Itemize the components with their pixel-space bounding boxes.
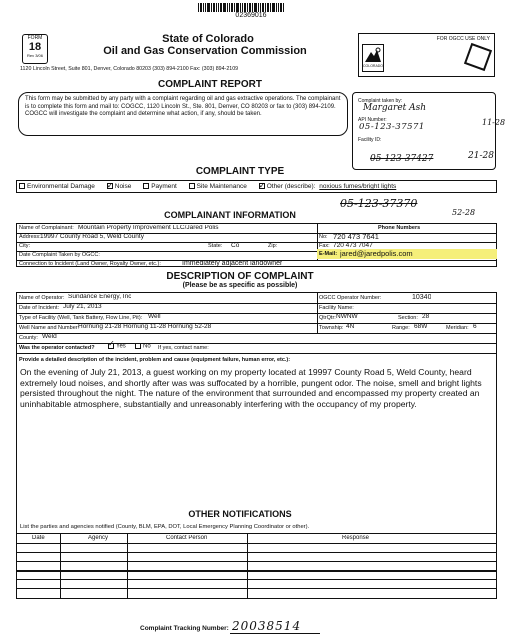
checkbox-payment[interactable] xyxy=(143,183,149,189)
contacted-yes[interactable] xyxy=(108,343,126,351)
handwritten-api-2-side: 52-28 xyxy=(452,208,476,217)
county-value[interactable]: Weld xyxy=(42,334,57,340)
qtrqtr-value[interactable]: NWNW xyxy=(336,314,358,320)
seal-icon xyxy=(464,43,492,71)
description-text[interactable]: On the evening of July 21, 2013, a guest working on my property located at 19997 County Road 5, Weld County, heard extremely loud noises, and shortly after was was suffocated by a horrible, pungent odor. The noise, smell and bright lights persisted throughout the night. The nature of the environment that surrounded and encompassed my property created an uninhabitable atmosphere, substantially and unreasonably interfering with the occupancy of my property. xyxy=(20,367,482,409)
type-environmental-label: Environmental Damage xyxy=(27,183,95,190)
section-value[interactable]: 28 xyxy=(422,314,430,320)
qtrqtr-label: QtrQtr: xyxy=(319,315,336,321)
well-label: Well Name and Number: xyxy=(19,325,80,331)
handwritten-api-1-side: 21-28 xyxy=(468,151,494,161)
type-site-maintenance-label: Site Maintenance xyxy=(196,183,247,190)
contacted-yes-label: Yes xyxy=(116,343,126,350)
type-site-maintenance[interactable] xyxy=(189,183,247,190)
type-noise[interactable] xyxy=(107,183,132,190)
checkbox-contacted-yes[interactable] xyxy=(108,343,114,349)
col-agency: Agency xyxy=(88,535,109,541)
phone-numbers-header: Phone Numbers xyxy=(378,225,421,231)
phone-no-label: No: xyxy=(319,234,328,240)
date-taken-label: Date Complaint Taken by OGCC: xyxy=(19,252,100,258)
logo-icon xyxy=(363,46,383,64)
facility-id-label: Facility ID: xyxy=(358,137,382,143)
type-environmental[interactable] xyxy=(19,183,95,190)
range-value[interactable]: 68W xyxy=(414,324,428,330)
form-rev: Rev 3/06 xyxy=(26,53,43,58)
notifications-title: OTHER NOTIFICATIONS xyxy=(188,509,292,519)
zip-label: Zip: xyxy=(268,243,278,249)
contacted-no[interactable] xyxy=(135,343,151,351)
operator-value[interactable]: Sundance Energy, Inc xyxy=(68,294,132,300)
description-subtitle: (Please be as specific as possible) xyxy=(182,282,298,289)
header-title-line1: State of Colorado xyxy=(162,33,254,45)
handwritten-api-2: 05-123-37370 xyxy=(340,197,418,210)
complaint-type-title: COMPLAINT TYPE xyxy=(195,166,285,177)
email-label: E-Mail: xyxy=(319,251,338,257)
barcode-number: 02369016 xyxy=(235,12,267,19)
ogcc-number-label: OGCC Operator Number: xyxy=(319,295,382,301)
col-date: Date xyxy=(32,535,45,541)
report-title: COMPLAINT REPORT xyxy=(158,79,262,90)
section-label: Section: xyxy=(398,315,418,321)
complainant-title: COMPLAINANT INFORMATION xyxy=(164,210,296,220)
intro-text: This form may be submitted by any party with a complaint regarding oil and gas extractive operations. The complainant is to complete this form and mail to: COGCC, 1120 Lincoln St., Ste. 801, Denver, CO 80203 or fax to (303) 894-2109. COGCC will investigate the complaint and determine what action, if any, should be taken. xyxy=(25,96,341,118)
api-value: 05-123-37571 xyxy=(359,122,425,132)
type-payment[interactable] xyxy=(143,183,177,190)
facility-type-label: Type of Facility (Well, Tank Battery, Flow Line, Pit): xyxy=(19,315,143,321)
taken-by-value: Margaret Ash xyxy=(363,103,427,113)
checkbox-other[interactable] xyxy=(259,183,265,189)
taken-by-label: Complaint taken by: xyxy=(358,98,403,104)
office-use-box xyxy=(358,33,495,77)
type-other[interactable] xyxy=(259,183,316,190)
api-label: API Number: xyxy=(358,117,387,123)
type-other-label: Other (describe): xyxy=(266,183,316,190)
address-label: Address: xyxy=(19,234,41,240)
type-other-value[interactable]: noxious fumes/bright lights xyxy=(319,183,397,190)
checkbox-site-maintenance[interactable] xyxy=(189,183,195,189)
incident-date-value[interactable]: July 21, 2013 xyxy=(63,304,102,310)
col-contact-person: Contact Person xyxy=(166,535,208,541)
address-value[interactable]: 19997 County Road 5, Weld County xyxy=(40,233,144,240)
phone-no-value[interactable]: 720 473 7641 xyxy=(333,232,379,241)
operator-contacted-label: Was the operator contacted? xyxy=(19,345,95,351)
checkbox-noise[interactable] xyxy=(107,183,113,189)
header-address: 1120 Lincoln Street, Suite 801, Denver, Colorado 80203 (303) 894-2100 Fax: (303) 894-2109 xyxy=(20,66,239,72)
notifications-table xyxy=(16,533,497,599)
state-label: State: xyxy=(208,243,223,249)
township-value[interactable]: 4N xyxy=(346,324,355,330)
fax-label: Fax: xyxy=(319,243,330,249)
header-title-line2: Oil and Gas Conservation Commission xyxy=(103,45,307,57)
handwritten-api-1: 05-123-37427 xyxy=(370,154,434,164)
notifications-instructions: List the parties and agencies notified (County, BLM, EPA, DOT, Local Emergency Planning Coordinator or other). xyxy=(20,524,310,530)
ogcc-logo xyxy=(362,44,384,72)
meridian-label: Meridian: xyxy=(446,325,469,331)
facility-type-value[interactable]: Well xyxy=(148,314,161,320)
well-value[interactable]: Hornung 21-28 Hornung 11-28 Hornung 52-28 xyxy=(78,324,212,330)
office-use-label: FOR OGCC USE ONLY xyxy=(436,36,490,42)
type-payment-label: Payment xyxy=(151,183,177,190)
connection-value[interactable]: Immediately adjacent landowner xyxy=(182,260,283,267)
contacted-no-label: No xyxy=(143,343,151,350)
complainant-name-value[interactable]: Mountain Property Improvement LLC/Jared Polis xyxy=(78,224,219,231)
barcode-bars xyxy=(198,3,318,12)
api-side-value: 11-28 xyxy=(482,118,506,127)
form-number: 18 xyxy=(28,41,42,53)
complaint-type-row xyxy=(16,180,497,193)
state-value[interactable]: Co xyxy=(231,242,240,249)
fax-value[interactable]: 720 473 7047 xyxy=(333,242,373,249)
document-barcode xyxy=(198,3,318,20)
email-value[interactable]: jared@jaredpolis.com xyxy=(340,250,413,258)
form-label: FORM xyxy=(27,35,43,41)
facility-name-label: Facility Name: xyxy=(319,305,354,311)
col-response: Response xyxy=(342,535,370,541)
logo-text: COLORADO xyxy=(363,64,384,68)
county-label: County: xyxy=(19,335,38,341)
ogcc-number-value[interactable]: 10340 xyxy=(412,294,432,301)
description-title: DESCRIPTION OF COMPLAINT xyxy=(166,271,314,282)
contact-name-label: If yes, contact name: xyxy=(158,345,209,351)
tracking-label: Complaint Tracking Number: xyxy=(140,625,229,632)
meridian-value[interactable]: 6 xyxy=(473,324,477,330)
provide-description-label: Provide a detailed description of the incident, problem and cause (equipment failure, human error, etc.): xyxy=(19,357,291,363)
operator-label: Name of Operator: xyxy=(19,295,65,301)
complainant-name-label: Name of Complainant: xyxy=(19,225,74,231)
checkbox-environmental[interactable] xyxy=(19,183,25,189)
tracking-underline xyxy=(230,633,320,634)
tracking-number: 20038514 xyxy=(232,619,302,633)
connection-label: Connection to Incident (Land Owner, Royalty Owner, etc.): xyxy=(19,261,161,267)
intro-box xyxy=(18,92,348,136)
range-label: Range: xyxy=(392,325,410,331)
type-noise-label: Noise xyxy=(114,183,132,190)
form-number-box xyxy=(22,34,48,64)
city-label: City: xyxy=(19,243,30,249)
incident-date-label: Date of Incident: xyxy=(19,305,60,311)
township-label: Township: xyxy=(319,325,344,331)
checkbox-contacted-no[interactable] xyxy=(135,343,141,349)
